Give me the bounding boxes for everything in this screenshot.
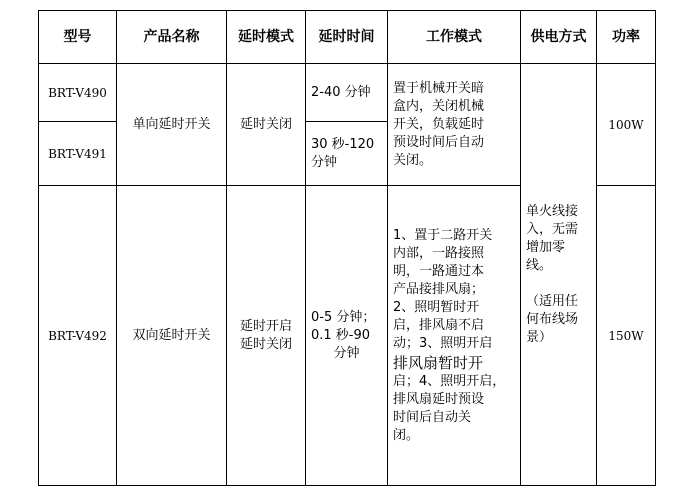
text-line: 景） — [526, 329, 553, 345]
delay-time-line: 30 秒-120 — [311, 136, 375, 152]
delay-mode-cell — [227, 186, 306, 486]
header-delay-mode: 延时模式 — [227, 11, 306, 64]
header-row — [39, 11, 656, 64]
text-line: 启；4、照明开启， — [393, 373, 506, 389]
delay-time-cell — [306, 122, 388, 186]
work-mode-cell — [388, 64, 521, 186]
delay-time-cell: 2-40 分钟 — [306, 64, 388, 122]
header-power: 功率 — [597, 11, 656, 64]
delay-mode-line: 延时开启 — [239, 318, 292, 334]
delay-mode-cell: 延时关闭 — [227, 64, 306, 186]
product-name-cell: 双向延时开关 — [117, 186, 227, 486]
delay-time-line: 0.1 秒-90 — [311, 327, 371, 343]
text-line: 动；3、照明开启 — [393, 335, 493, 351]
power-supply-cell — [521, 64, 597, 486]
product-name-cell: 单向延时开关 — [117, 64, 227, 186]
text-line: 启，排风扇不启 — [393, 317, 485, 333]
text-line: 入，无需 — [526, 221, 579, 237]
delay-time-line: 分钟 — [311, 154, 338, 170]
text-line: 何布线场 — [526, 311, 579, 327]
work-mode-text — [393, 227, 517, 445]
header-model: 型号 — [39, 11, 117, 64]
header-work-mode: 工作模式 — [388, 11, 521, 64]
text-line: 线。 — [526, 257, 553, 273]
text-line: 增加零 — [526, 239, 566, 255]
text-line: 排风扇暂时开 — [393, 353, 484, 372]
text-line: 1、置于二路开关 — [393, 227, 493, 243]
text-line: 2、照明暂时开 — [393, 299, 480, 315]
text-line: 内部，一路接照 — [393, 245, 485, 261]
delay-time-line: 0-5 分钟； — [311, 309, 376, 325]
power-supply-text — [526, 203, 593, 347]
table-row-v490 — [39, 64, 656, 122]
text-line: 时间后自动关 — [393, 409, 472, 425]
header-product-name: 产品名称 — [117, 11, 227, 64]
text-line: 关闭。 — [393, 152, 433, 168]
text-line: 产品接排风扇； — [393, 281, 485, 297]
header-delay-time: 延时时间 — [306, 11, 388, 64]
model-cell: BRT-V490 — [39, 64, 117, 122]
text-line: 单火线接 — [526, 203, 579, 219]
header-power-supply: 供电方式 — [521, 11, 597, 64]
power-cell: 100W — [597, 64, 656, 186]
delay-time-line: 分钟 — [333, 345, 360, 361]
model-cell: BRT-V491 — [39, 122, 117, 186]
work-mode-text — [393, 80, 517, 170]
product-spec-table — [38, 10, 656, 486]
delay-time-cell — [306, 186, 388, 486]
text-line: （适用任 — [526, 293, 579, 309]
text-line: 明，一路通过本 — [393, 263, 485, 279]
text-line: 排风扇延时预设 — [393, 391, 485, 407]
text-line: 盒内，关闭机械 — [393, 98, 485, 114]
text-line: 闭。 — [393, 427, 420, 443]
delay-mode-line: 延时关闭 — [239, 336, 292, 352]
model-cell: BRT-V492 — [39, 186, 117, 486]
text-line: 置于机械开关暗 — [393, 80, 485, 96]
text-line: 预设时间后自动 — [393, 134, 485, 150]
work-mode-cell — [388, 186, 521, 486]
power-cell: 150W — [597, 186, 656, 486]
text-line: 开关，负载延时 — [393, 116, 485, 132]
text-line — [526, 275, 593, 293]
